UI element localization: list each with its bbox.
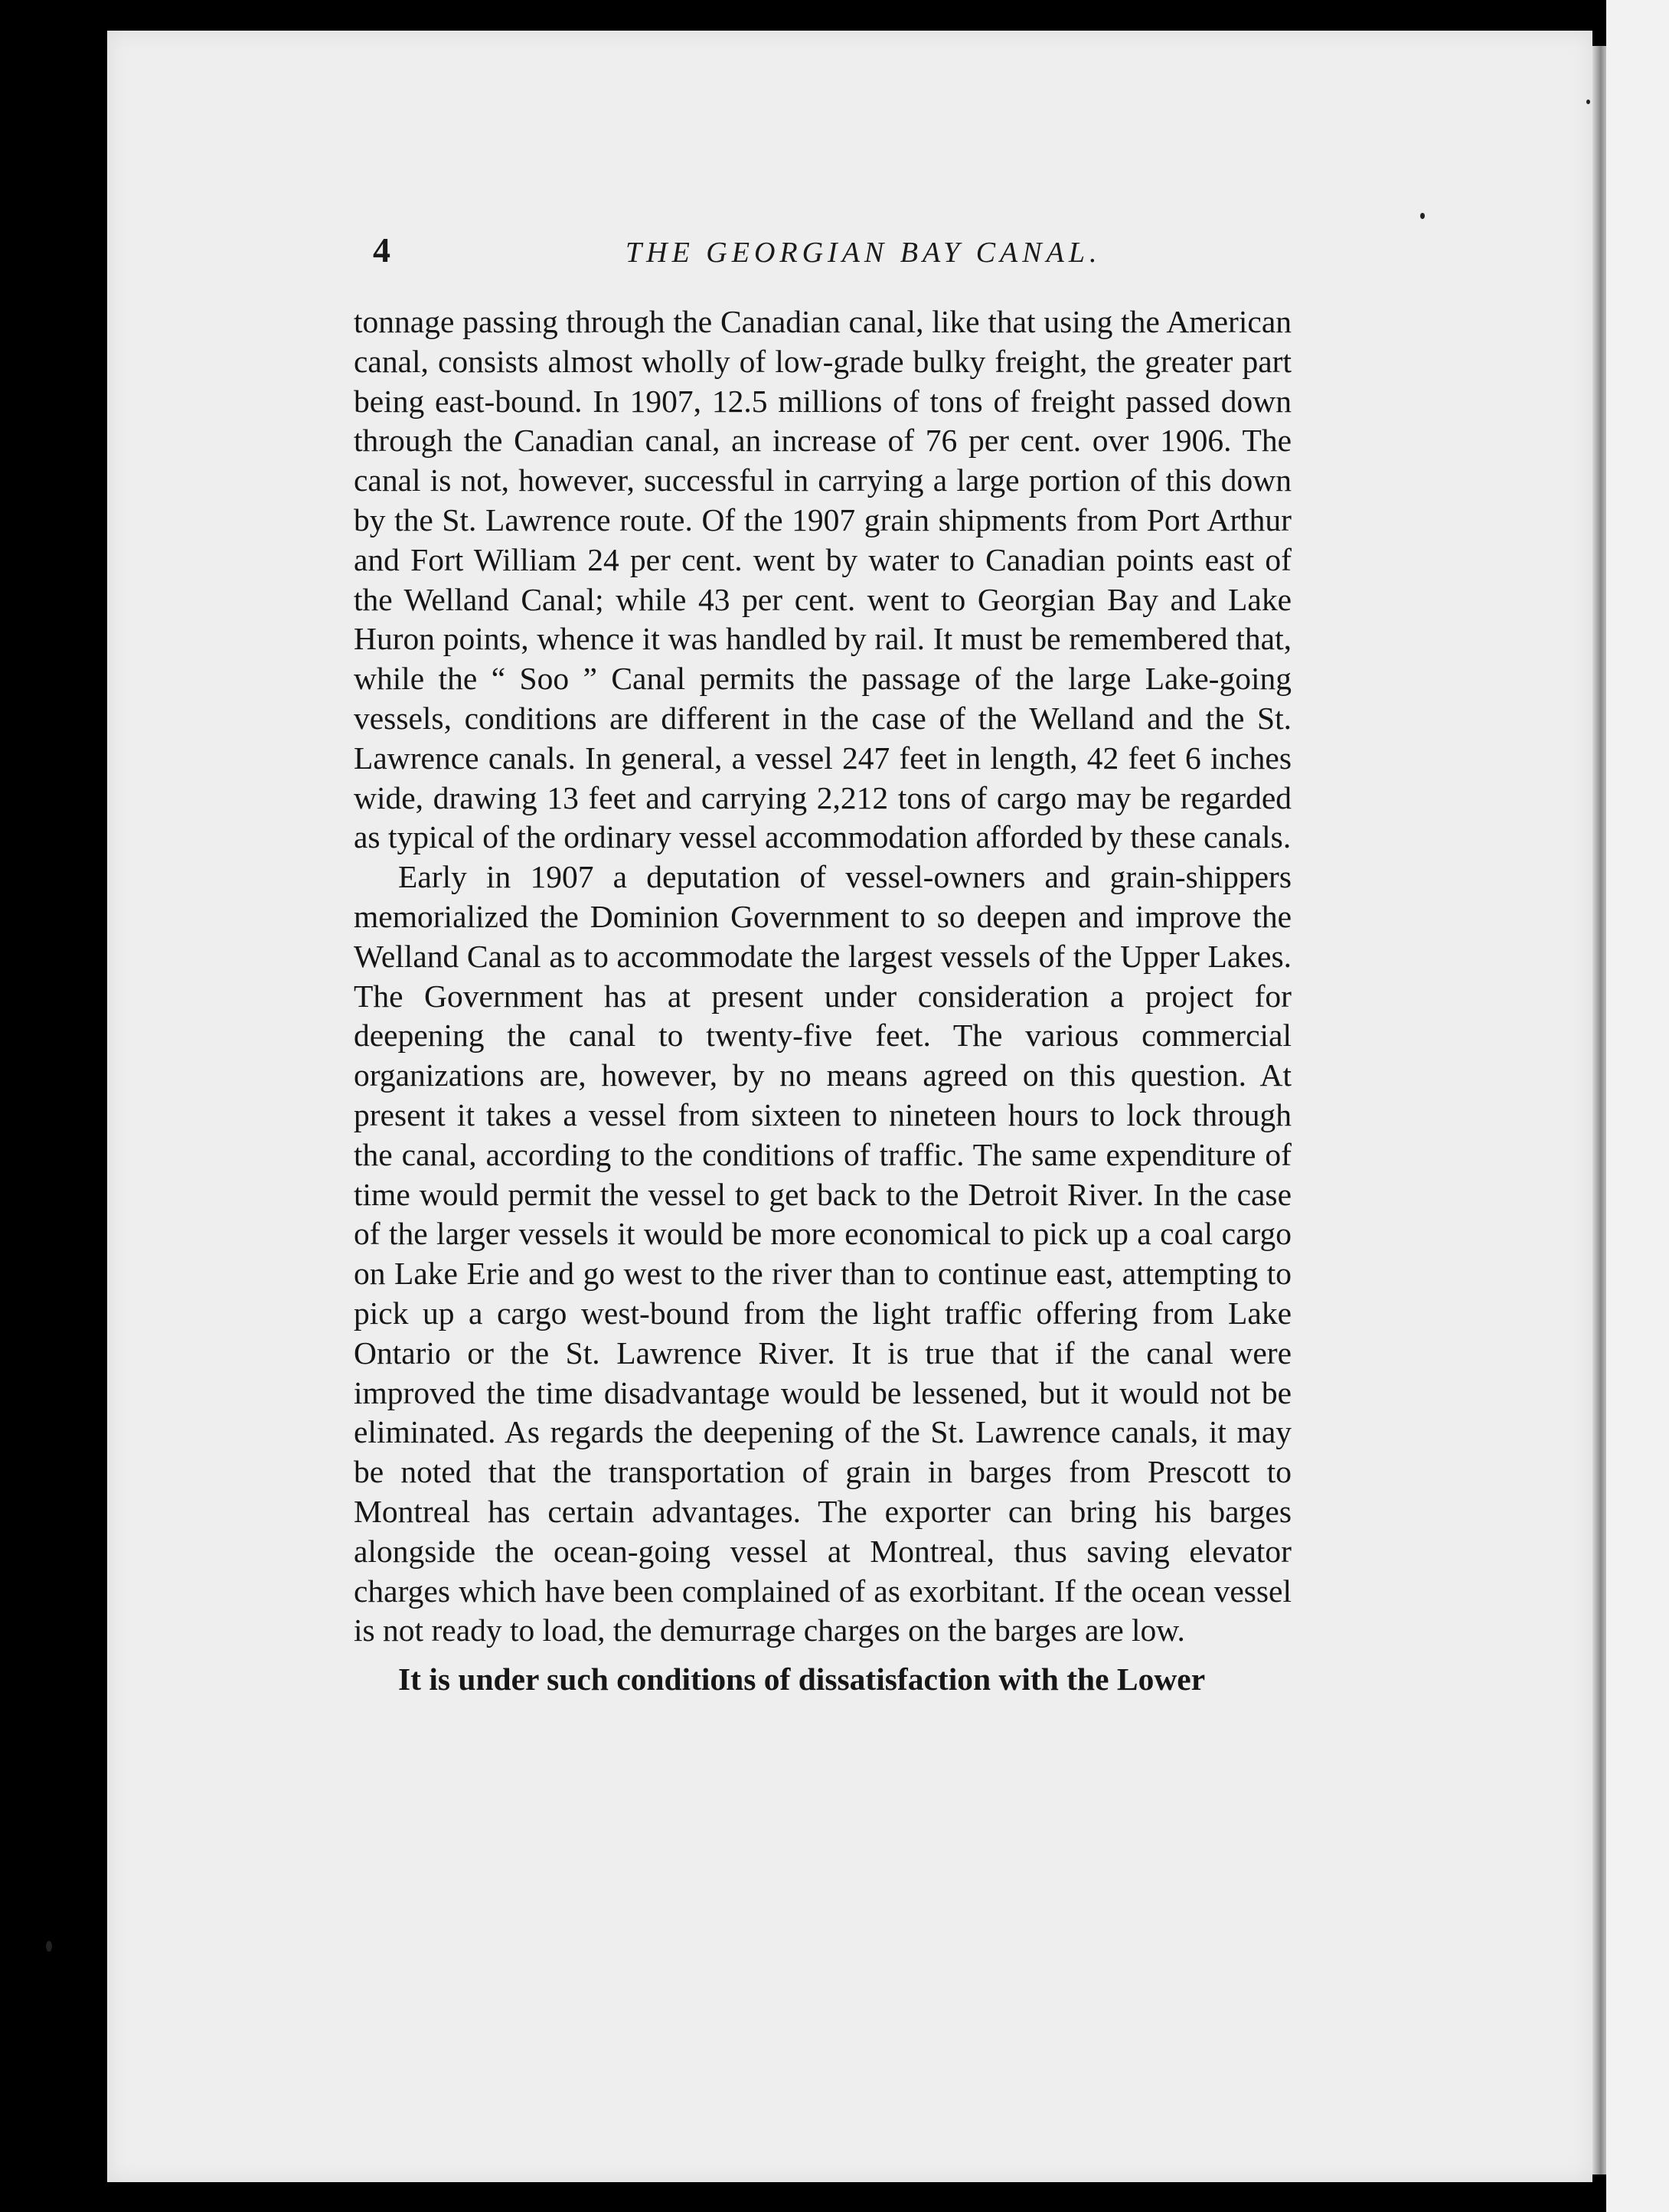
running-title: THE GEORGIAN BAY CANAL. [625, 237, 1102, 269]
paragraph-welland-deputation: Early in 1907 a deputation of vessel-owners and grain-shippers memorialized the Dominion Government to so deepen and improve the Welland Canal as to accommodate the largest vessels of the Upper Lakes. The Government has at present under consideration a project for deepening the canal to twenty-five feet. The various commercial organizations are, however, by no means agreed on this question. At present it takes a vessel from sixteen to nineteen hours to lock through the canal, according to the conditions of traffic. The same expenditure of time would permit the vessel to get back to the Detroit River. In the case of the larger vessels it would be more economical to pick up a coal cargo on Lake Erie and go west to the river than to continue east, attempting to pick up a cargo west-bound from the light traffic offering from Lake Ontario or the St. Lawrence River. It is true that if the canal were improved the time disadvantage would be lessened, but it would not be eliminated. As regards the deepening of the St. Lawrence canals, it may be noted that the transportation of grain in barges from Prescott to Montreal has certain advantages. The exporter can bring his barges alongside the ocean-going vessel at Montreal, thus saving elevator charges which have been complained of as exorbitant. If the ocean vessel is not ready to load, the demurrage charges on the barges are low. [354, 859, 1292, 1648]
scan-speck [1586, 100, 1590, 104]
scan-speck [1420, 213, 1425, 219]
adjacent-page-strip [1606, 0, 1669, 2212]
body-text [354, 302, 1292, 1700]
page-header [373, 230, 1292, 276]
page-gutter-edge [1592, 46, 1606, 2174]
paragraph-continued: tonnage passing through the Canadian canal, like that using the American canal, consists almost wholly of low-grade bulky freight, the greater part being east-bound. In 1907, 12.5 millions of tons of freight passed down through the Canadian canal, an increase of 76 per cent. over 1906. The canal is not, however, successful in carrying a large portion of this down by the St. Lawrence route. Of the 1907 grain shipments from Port Arthur and Fort William 24 per cent. went by water to Canadian points east of the Welland Canal; while 43 per cent. went to Georgian Bay and Lake Huron points, whence it was handled by rail. It must be remembered that, while the “ Soo ” Canal permits the passage of the large Lake-going vessels, conditions are different in the case of the Welland and the St. Lawrence canals. In general, a vessel 247 feet in length, 42 feet 6 inches wide, drawing 13 feet and carrying 2,212 tons of cargo may be regarded as typical of the ordinary vessel accommodation afforded by these canals. [354, 304, 1292, 855]
page-number: 4 [373, 230, 390, 270]
paragraph-final-line: It is under such conditions of dissatisfaction with the Lower [398, 1661, 1206, 1697]
scan-speck [46, 1941, 52, 1952]
